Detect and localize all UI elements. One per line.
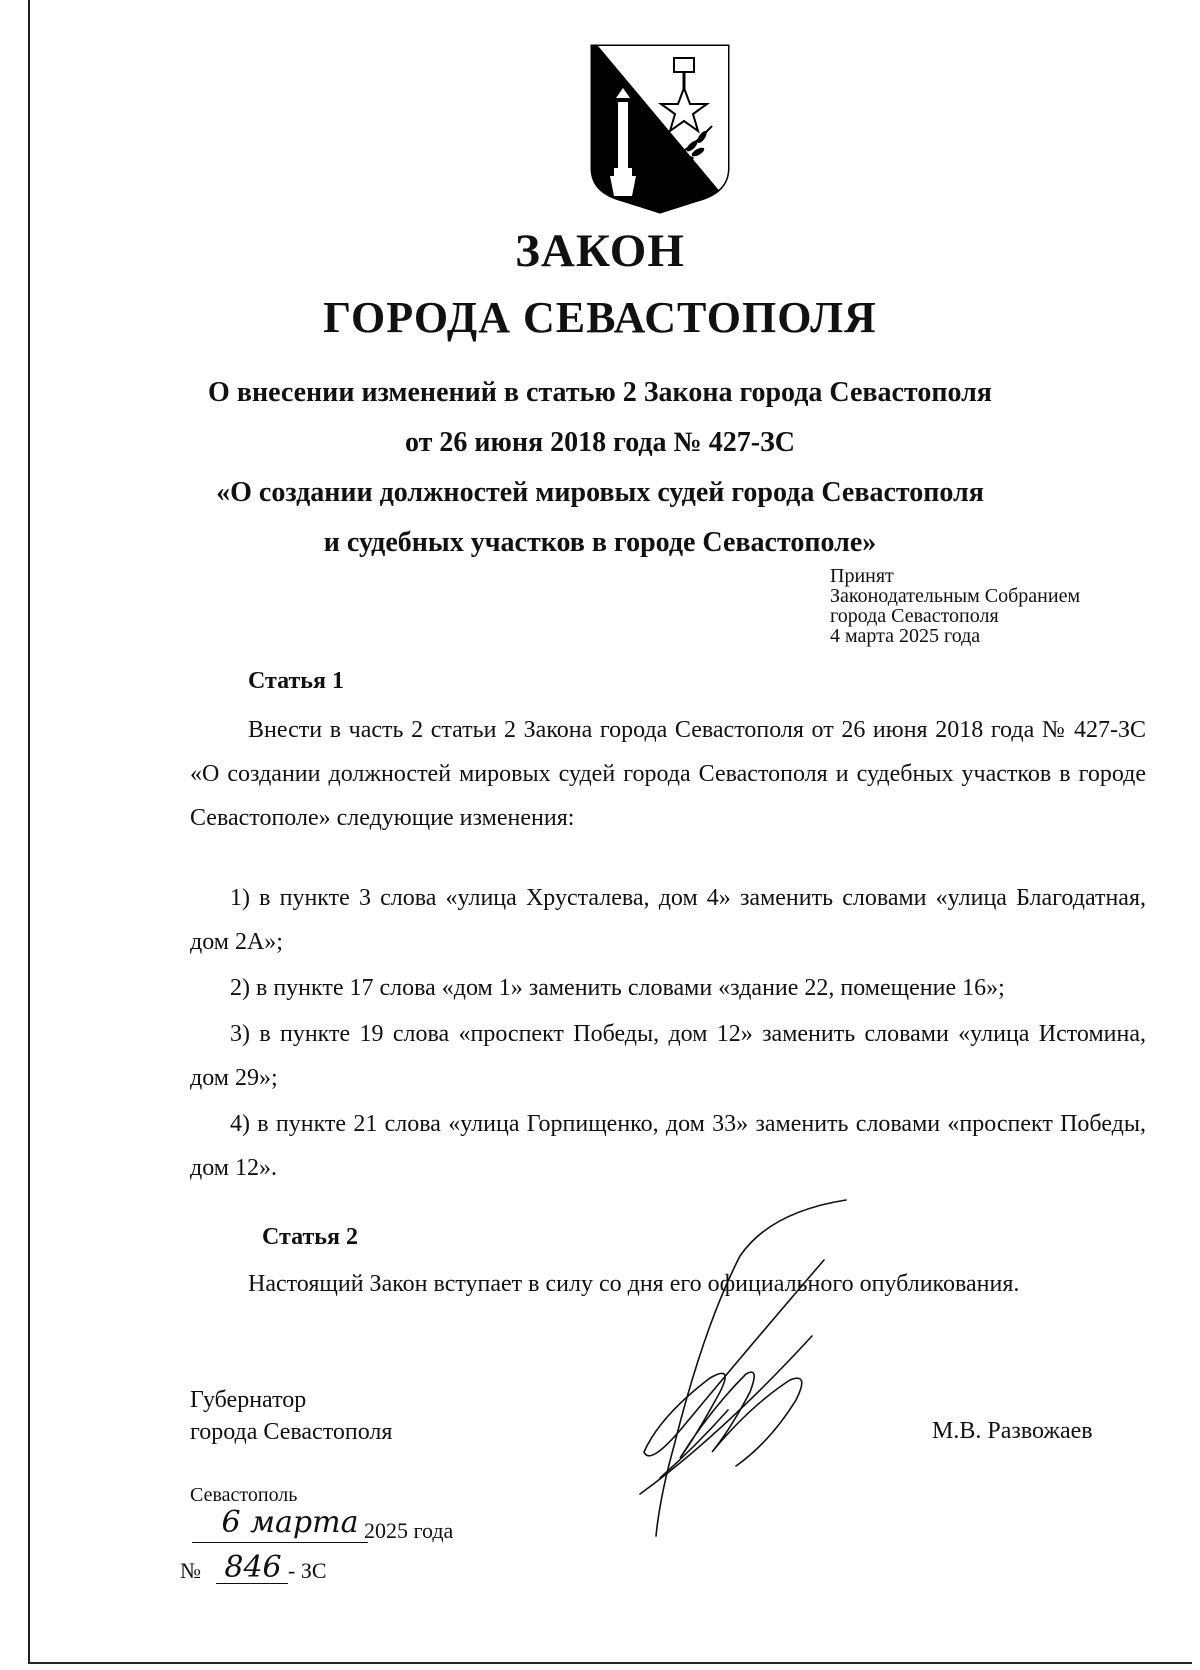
governor-title xyxy=(190,1384,392,1448)
law-issuer: ГОРОДА СЕВАСТОПОЛЯ xyxy=(323,293,877,342)
article-2-text: Настоящий Закон вступает в силу со дня его официального опубликования. xyxy=(248,1271,1020,1297)
adoption-line: Принят xyxy=(830,565,894,587)
adoption-line: города Севастополя xyxy=(830,605,999,627)
place-of-signing: Севастополь xyxy=(190,1484,298,1506)
article-1-intro: Внести в часть 2 статьи 2 Закона города Севастополя от 26 июня 2018 года № 427-ЗС «О создании должностей мировых судей города Севастополя и судебных участков в городе Севастополе» следующие изменения: xyxy=(190,717,1146,831)
governor-title-line: города Севастополя xyxy=(190,1419,393,1445)
governor-name: М.В. Развожаев xyxy=(932,1418,1093,1444)
date-year: 2025 года xyxy=(364,1518,454,1543)
law-subtitle xyxy=(0,368,1200,568)
number-suffix: - ЗС xyxy=(288,1558,327,1583)
signing-date xyxy=(190,1505,490,1552)
article-1-item: 1) в пункте 3 слова «улица Хрусталева, дом 4» заменить словами «улица Благодатная, дом 2А»; xyxy=(190,885,1146,955)
number-sign: № xyxy=(180,1558,201,1583)
adoption-line: Законодательным Собранием xyxy=(830,585,1081,607)
number-underline xyxy=(216,1583,288,1584)
law-number xyxy=(180,1552,480,1592)
article-1-item: 2) в пункте 17 слова «дом 1» заменить словами «здание 22, помещение 16»; xyxy=(230,975,1005,1001)
article-1-item: 4) в пункте 21 слова «улица Горпищенко, дом 33» заменить словами «проспект Победы, дом 12». xyxy=(190,1111,1146,1181)
date-underline xyxy=(192,1542,368,1543)
sevastopol-coat-of-arms xyxy=(588,42,732,214)
subtitle-line: и судебных участков в городе Севастополе» xyxy=(323,527,877,558)
adoption-line: 4 марта 2025 года xyxy=(830,625,981,647)
governor-title-line: Губернатор xyxy=(190,1387,307,1413)
article-1-heading: Статья 1 xyxy=(248,668,344,694)
law-title: ЗАКОН xyxy=(515,225,685,277)
article-2-heading: Статья 2 xyxy=(262,1224,358,1250)
handwritten-date: 6 марта xyxy=(221,1505,359,1540)
article-1-item: 3) в пункте 19 слова «проспект Победы, дом 12» заменить словами «улица Истомина, дом 29»; xyxy=(190,1021,1146,1091)
subtitle-line: О внесении изменений в статью 2 Закона города Севастополя xyxy=(208,377,992,408)
handwritten-number: 846 xyxy=(224,1550,282,1585)
adoption-note xyxy=(830,566,1080,646)
subtitle-line: «О создании должностей мировых судей города Севастополя xyxy=(216,477,984,508)
subtitle-line: от 26 июня 2018 года № 427-ЗС xyxy=(404,427,796,458)
